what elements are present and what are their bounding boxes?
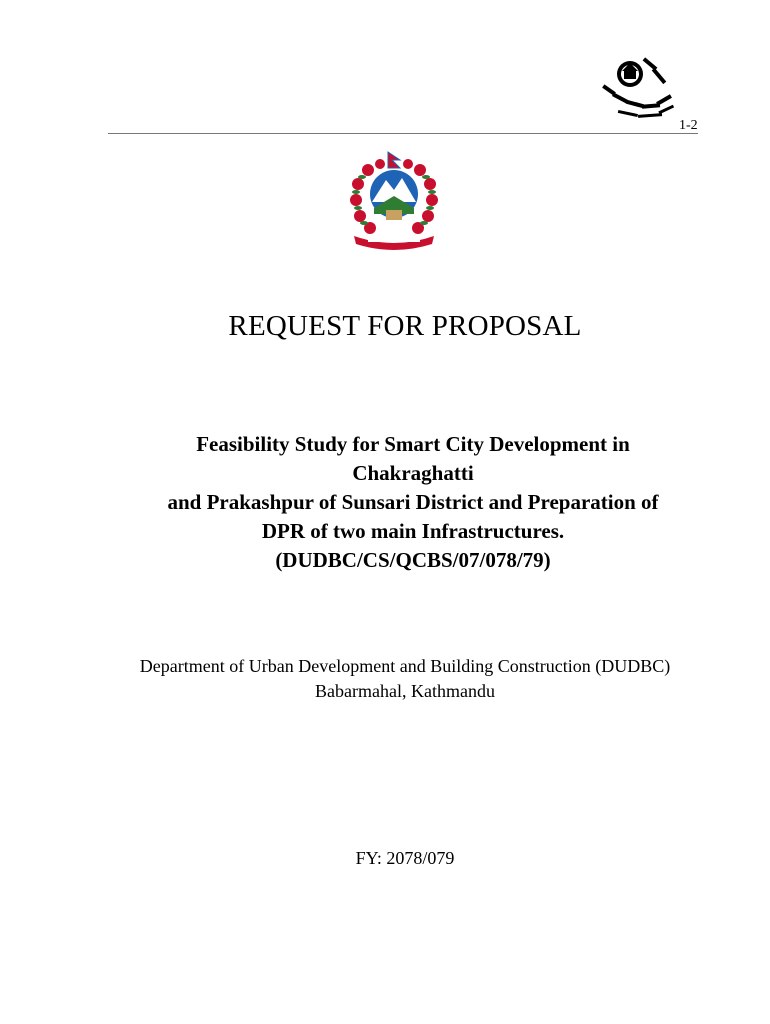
project-title-line-3: and Prakashpur of Sunsari District and Preparation of xyxy=(167,490,659,514)
header-divider xyxy=(108,133,698,134)
department-block xyxy=(0,654,770,704)
page-number: 1-2 xyxy=(679,118,698,133)
department-name: Department of Urban Development and Building Construction (DUDBC) xyxy=(139,656,671,676)
department-address: Babarmahal, Kathmandu xyxy=(315,681,495,701)
project-title-block xyxy=(0,430,770,575)
project-title-line-1: Feasibility Study for Smart City Development in xyxy=(196,432,630,456)
nepal-emblem-icon xyxy=(348,150,440,250)
logo-circle xyxy=(617,61,643,87)
document-title: REQUEST FOR PROPOSAL xyxy=(228,310,582,342)
project-title-line-4: DPR of two main Infrastructures. xyxy=(261,519,565,543)
fiscal-year: FY: 2078/079 xyxy=(355,848,455,868)
project-title-line-2: Chakraghatti xyxy=(352,461,474,485)
dudbc-logo-icon xyxy=(598,52,684,132)
project-reference: (DUDBC/CS/QCBS/07/078/79) xyxy=(275,548,551,572)
emblem-scroll xyxy=(354,236,434,250)
emblem-flag xyxy=(388,152,400,168)
emblem-mountain xyxy=(370,170,418,220)
